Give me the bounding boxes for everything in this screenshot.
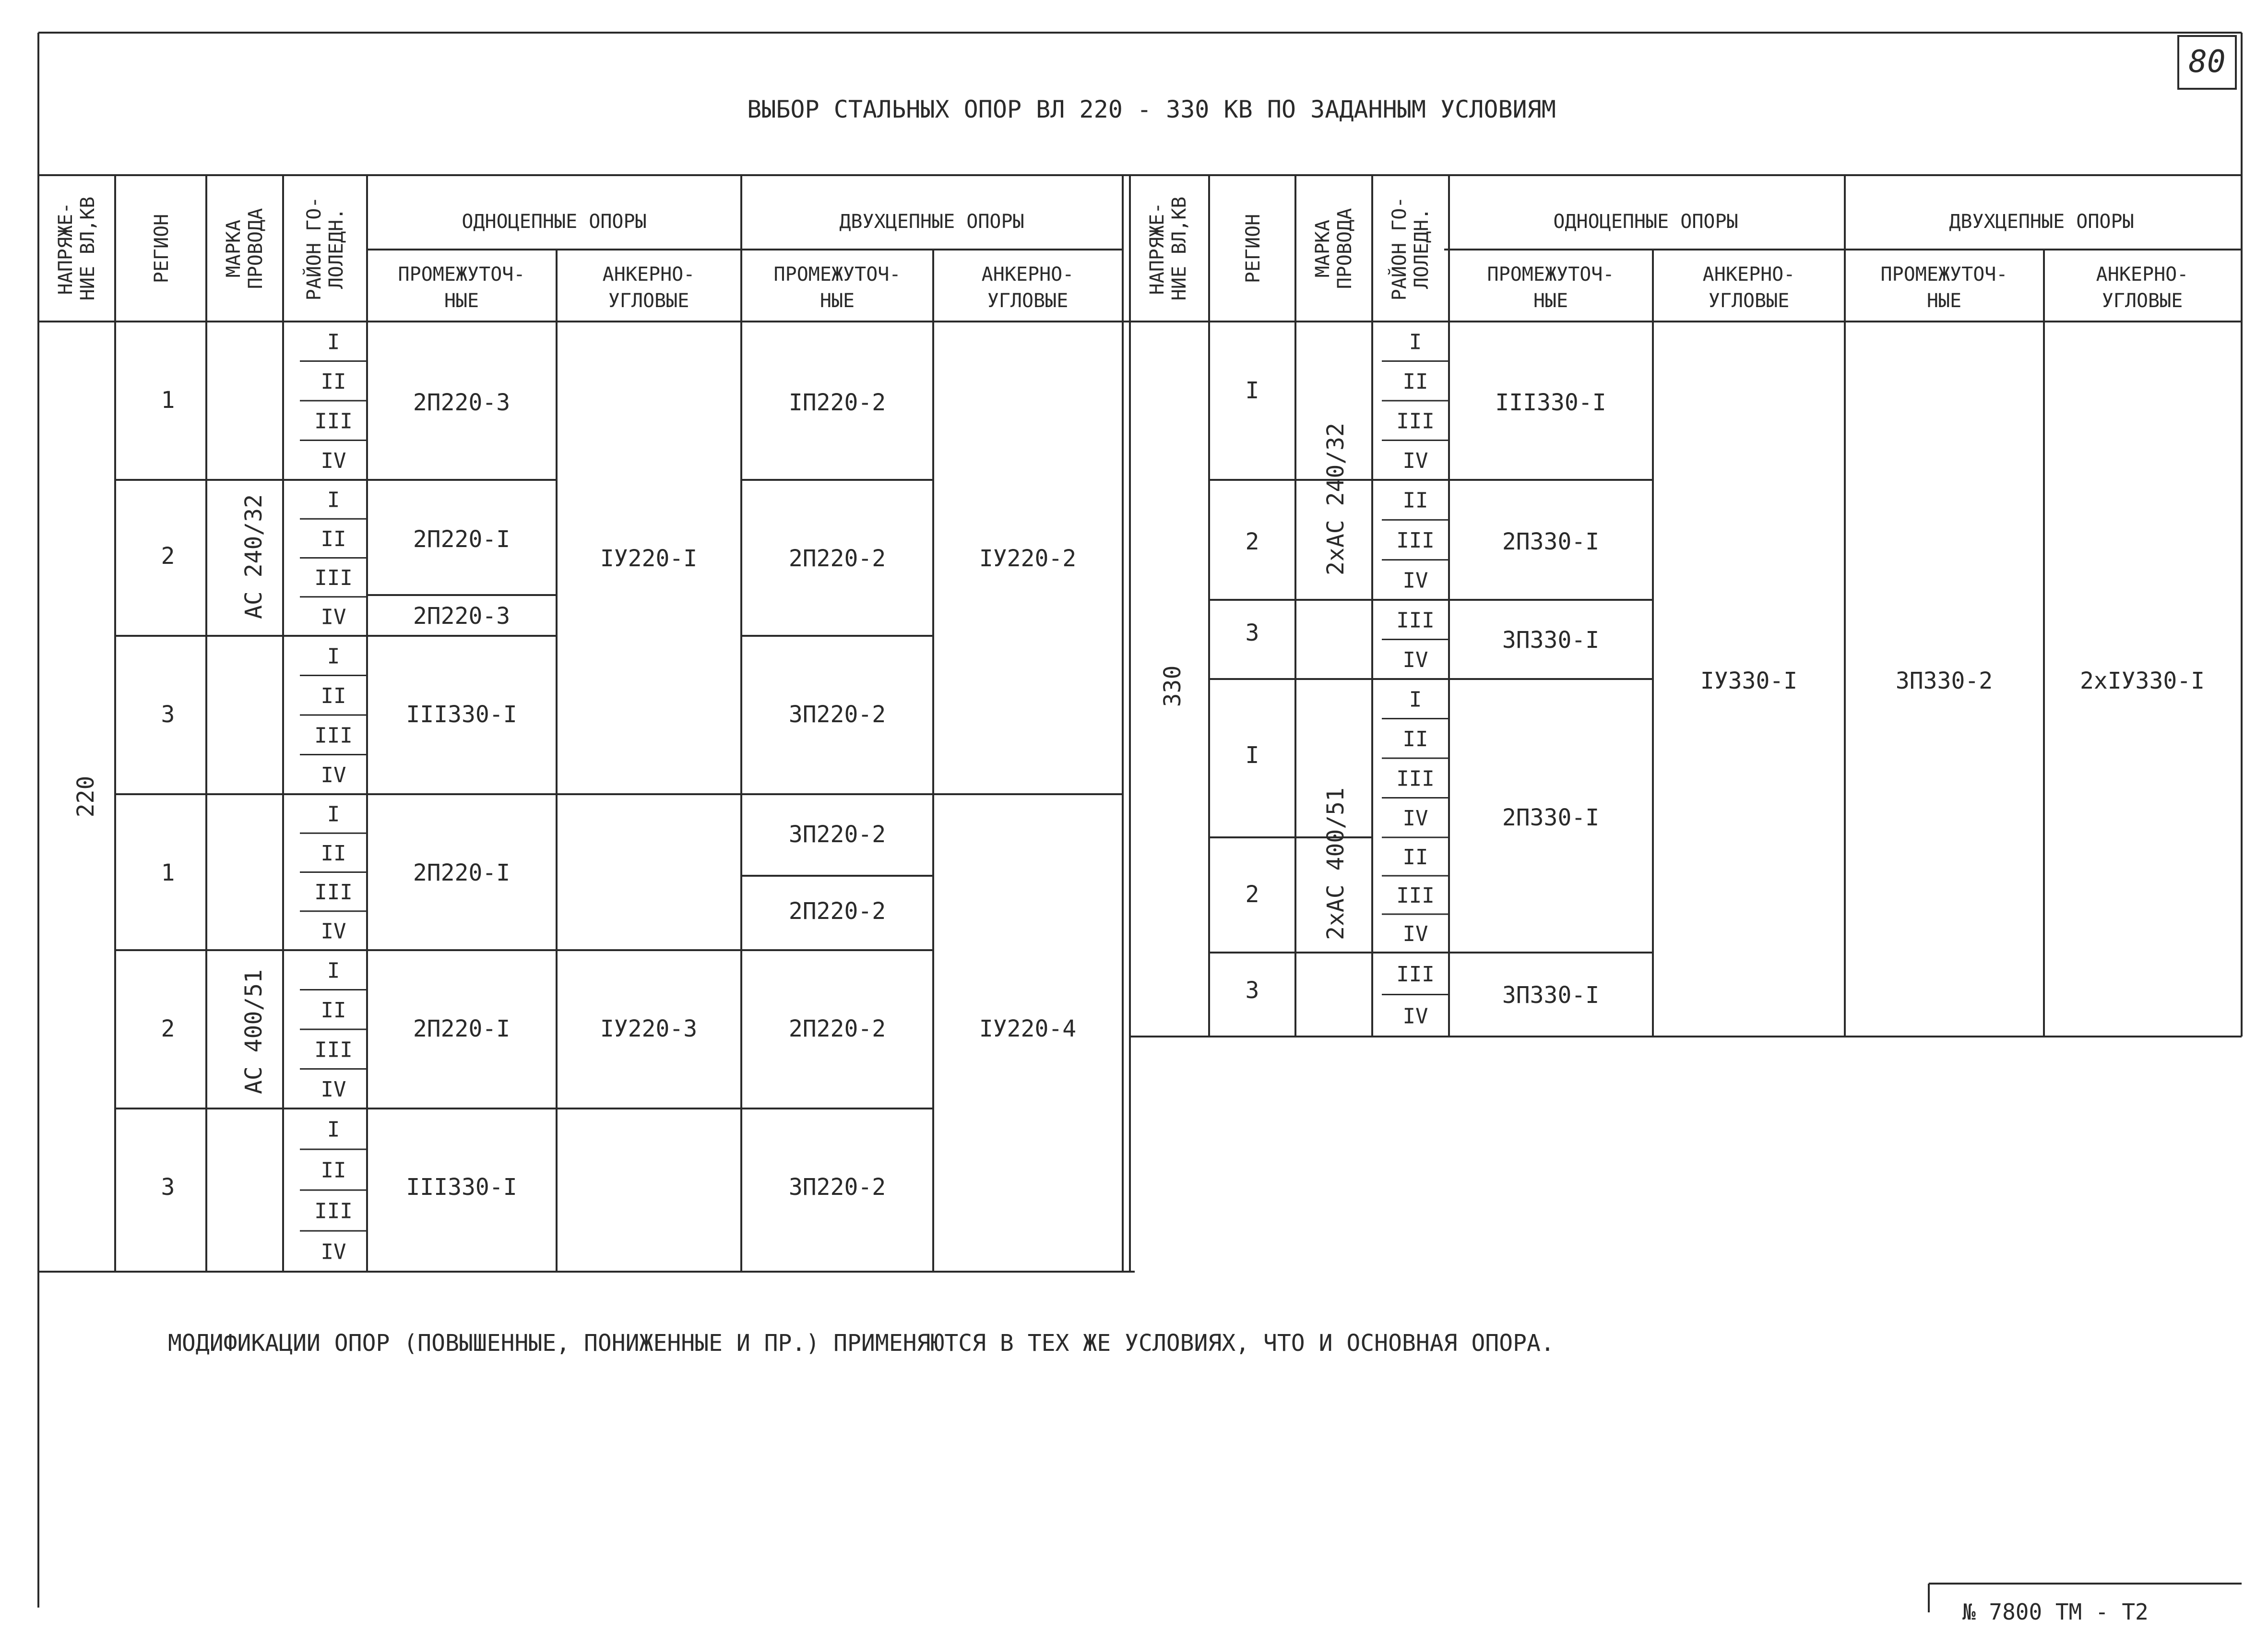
ice-district-cell: III	[314, 1037, 353, 1062]
header-double-intermediate: ПРОМЕЖУТОЧ-НЫЕ	[1880, 263, 2008, 312]
ice-district-cell: III	[1396, 608, 1435, 633]
region-cell: 2	[1245, 881, 1259, 908]
ice-district-cell: III	[1396, 528, 1435, 553]
single-intermediate-cell: 2П220-3	[413, 603, 511, 630]
single-anchor-cell: IУ330-I	[1700, 668, 1798, 694]
double-intermediate-cell: 3П220-2	[788, 1174, 886, 1201]
single-intermediate-cell: 2П330-I	[1502, 804, 1600, 831]
voltage-220: 220	[72, 775, 99, 818]
header-double-circuit: ДВУХЦЕПНЫЕ ОПОРЫ	[1949, 211, 2134, 233]
double-intermediate-cell: 2П220-2	[788, 1015, 886, 1042]
single-intermediate-cell: 2П220-I	[413, 1015, 511, 1042]
header-ice: РАЙОН ГО-ЛОЛЕДН.	[303, 196, 347, 301]
ice-district-cell: II	[1402, 845, 1428, 870]
ice-district-cell: II	[1402, 369, 1428, 394]
ice-district-cell: IV	[321, 1240, 346, 1264]
wire-2xas240: 2хАС 240/32	[1322, 423, 1349, 575]
single-intermediate-cell: 3П330-I	[1502, 982, 1600, 1009]
single-intermediate-cell: 2П220-3	[413, 389, 511, 416]
voltage-330: 330	[1159, 665, 1186, 707]
page-number: 80	[2188, 44, 2226, 80]
right-ice-column	[1382, 330, 1449, 1037]
region-cell: 3	[1245, 620, 1259, 646]
header-region: РЕГИОН	[151, 214, 173, 284]
header-single-intermediate: ПРОМЕЖУТОЧ-НЫЕ	[1487, 263, 1615, 312]
right-grid	[1125, 175, 2242, 1037]
doc-number: № 7800 ТМ - Т2	[1962, 1599, 2149, 1625]
right-body	[1159, 377, 2205, 1009]
region-cell: 2	[161, 1015, 175, 1042]
ice-district-cell: I	[327, 488, 340, 513]
single-anchor-cell: IУ220-I	[600, 545, 698, 572]
region-cell: 1	[161, 387, 175, 414]
ice-district-cell: II	[1402, 727, 1428, 751]
single-intermediate-cell: 2П330-I	[1502, 528, 1600, 555]
double-intermediate-cell: IП220-2	[788, 389, 886, 416]
single-intermediate-cell: 2П220-I	[413, 526, 511, 553]
ice-district-cell: IV	[321, 605, 346, 630]
ice-district-cell: IV	[1402, 568, 1428, 593]
header-double-intermediate: ПРОМЕЖУТОЧ-НЫЕ	[773, 263, 901, 312]
ice-district-cell: I	[327, 330, 340, 355]
region-cell: 1	[161, 859, 175, 886]
region-cell: I	[1245, 377, 1259, 404]
region-cell: 2	[161, 543, 175, 570]
right-header	[1146, 197, 2188, 312]
ice-district-cell: IV	[1402, 806, 1428, 831]
single-anchor-cell: IУ220-3	[600, 1015, 698, 1042]
header-single-anchor: АНКЕРНО-УГЛОВЫЕ	[602, 263, 695, 312]
single-intermediate-cell: 2П220-I	[413, 859, 511, 886]
ice-district-cell: III	[1396, 962, 1435, 987]
doc-number-stamp	[1929, 1584, 2242, 1625]
double-intermediate-cell: 3П330-2	[1895, 668, 1993, 694]
ice-district-cell: I	[327, 644, 340, 669]
ice-district-cell: III	[1396, 766, 1435, 791]
header-region: РЕГИОН	[1242, 214, 1264, 284]
header-ice: РАЙОН ГО-ЛОЛЕДН.	[1389, 196, 1433, 301]
header-single-circuit: ОДНОЦЕПНЫЕ ОПОРЫ	[1553, 211, 1738, 233]
header-wire: МАРКАПРОВОДА	[1312, 208, 1356, 289]
ice-district-cell: I	[327, 958, 340, 983]
ice-district-cell: III	[314, 880, 353, 905]
double-intermediate-cell: 3П220-2	[788, 821, 886, 848]
ice-district-cell: III	[314, 723, 353, 748]
ice-district-cell: II	[321, 526, 346, 551]
ice-district-cell: III	[314, 1199, 353, 1224]
ice-district-cell: IV	[321, 763, 346, 787]
ice-district-cell: III	[314, 409, 353, 434]
ice-district-cell: II	[321, 683, 346, 708]
single-intermediate-cell: 3П330-I	[1502, 627, 1600, 654]
header-voltage: НАПРЯЖЕ-НИЕ ВЛ,КВ	[55, 196, 99, 301]
ice-district-cell: I	[1409, 330, 1422, 355]
single-intermediate-cell: III330-I	[406, 1174, 517, 1201]
ice-district-cell: II	[321, 1158, 346, 1183]
ice-district-cell: IV	[1402, 1004, 1428, 1029]
ice-district-cell: IV	[321, 1077, 346, 1102]
wire-as240: АС 240/32	[240, 494, 267, 620]
ice-district-cell: I	[327, 1117, 340, 1142]
left-ice-column	[300, 330, 367, 1272]
ice-district-cell: II	[321, 998, 346, 1023]
ice-district-cell: IV	[1402, 647, 1428, 672]
ice-district-cell: III	[1396, 409, 1435, 434]
single-intermediate-cell: III330-I	[1495, 389, 1606, 416]
region-cell: 3	[161, 701, 175, 728]
header-single-anchor: АНКЕРНО-УГЛОВЫЕ	[1702, 263, 1795, 312]
region-cell: 3	[1245, 977, 1259, 1004]
table-220kv	[38, 175, 1135, 1272]
header-voltage: НАПРЯЖЕ-НИЕ ВЛ,КВ	[1146, 196, 1190, 301]
single-intermediate-cell: III330-I	[406, 701, 517, 728]
ice-district-cell: IV	[1402, 922, 1428, 946]
ice-district-cell: III	[1396, 883, 1435, 908]
double-intermediate-cell: 2П220-2	[788, 545, 886, 572]
ice-district-cell: II	[1402, 488, 1428, 513]
ice-district-cell: IV	[321, 448, 346, 473]
wire-2xas400: 2хАС 400/51	[1322, 787, 1349, 940]
header-wire: МАРКАПРОВОДА	[223, 208, 267, 289]
ice-district-cell: IV	[321, 919, 346, 944]
table-330kv	[1125, 175, 2242, 1037]
left-grid	[38, 175, 1135, 1272]
header-double-anchor: АНКЕРНО-УГЛОВЫЕ	[2096, 263, 2189, 312]
ice-district-cell: I	[327, 802, 340, 827]
header-double-circuit: ДВУХЦЕПНЫЕ ОПОРЫ	[839, 211, 1024, 233]
footnote: МОДИФИКАЦИИ ОПОР (ПОВЫШЕННЫЕ, ПОНИЖЕННЫЕ И ПР.) ПРИМЕНЯЮТСЯ В ТЕХ ЖЕ УСЛОВИЯХ, ЧТО И ОСНОВНАЯ ОПОРА.	[168, 1330, 1555, 1357]
wire-as400: АС 400/51	[240, 969, 267, 1095]
ice-district-cell: II	[321, 841, 346, 866]
double-intermediate-cell: 2П220-2	[788, 898, 886, 925]
ice-district-cell: IV	[1402, 448, 1428, 473]
header-single-intermediate: ПРОМЕЖУТОЧ-НЫЕ	[398, 263, 525, 312]
header-single-circuit: ОДНОЦЕПНЫЕ ОПОРЫ	[462, 211, 647, 233]
ice-district-cell: I	[1409, 687, 1422, 712]
left-header	[55, 197, 1074, 312]
double-anchor-cell: 2хIУ330-I	[2079, 668, 2205, 694]
header-double-anchor: АНКЕРНО-УГЛОВЫЕ	[981, 263, 1074, 312]
region-cell: 2	[1245, 528, 1259, 555]
double-anchor-cell: IУ220-2	[979, 545, 1077, 572]
ice-district-cell: III	[314, 566, 353, 591]
region-cell: I	[1245, 742, 1259, 769]
region-cell: 3	[161, 1174, 175, 1201]
ice-district-cell: II	[321, 369, 346, 394]
double-anchor-cell: IУ220-4	[979, 1015, 1077, 1042]
page-title: ВЫБОР СТАЛЬНЫХ ОПОР ВЛ 220 - 330 КВ ПО ЗАДАННЫМ УСЛОВИЯМ	[747, 95, 1556, 123]
double-intermediate-cell: 3П220-2	[788, 701, 886, 728]
